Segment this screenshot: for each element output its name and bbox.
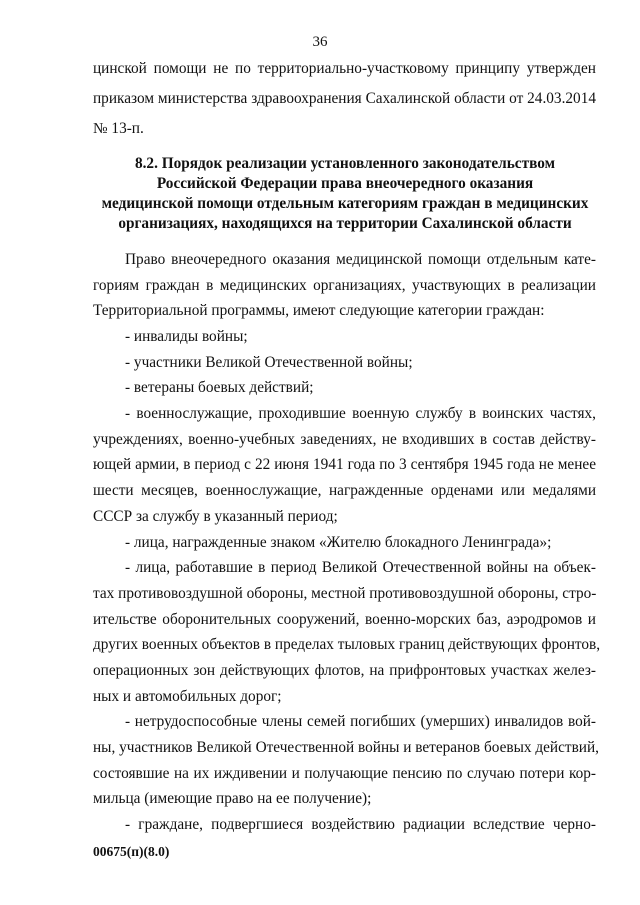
list-item: - участники Великой Отечественной войны; — [125, 354, 413, 371]
section-title-line: организациях, находящихся на территории Сахалинской области — [118, 215, 572, 232]
body-line: других военных объектов в пределах тыловых границ действующих фронтов, — [93, 636, 601, 653]
page-number: 36 — [312, 34, 328, 50]
intro-line: цинской помощи не по территориально-участковому принципу утвержден — [93, 60, 596, 77]
body-line: гориям граждан в медицинских организациях, участвующих в реализации — [93, 277, 596, 294]
list-item: - военнослужащие, проходившие военную службу в воинских частях, — [125, 405, 596, 422]
list-item: - ветераны боевых действий; — [125, 379, 314, 396]
document-code: 00675(п)(8.0) — [93, 844, 170, 859]
list-item: - инвалиды войны; — [125, 328, 248, 345]
list-item: - нетрудоспособные члены семей погибших (умерших) инвалидов вой- — [125, 713, 596, 730]
section-title-line: медицинской помощи отдельным категориям граждан в медицинских — [101, 195, 589, 212]
body-line: Право внеочередного оказания медицинской помощи отдельным кате- — [125, 251, 596, 268]
body-line: ных и автомобильных дорог; — [93, 688, 282, 705]
section-title-line: Российской Федерации права внеочередного оказания — [156, 175, 534, 192]
body-line: СССР за службу в указанный период; — [93, 508, 338, 525]
body-line: ющей армии, в период с 22 июня 1941 года по 3 сентября 1945 года не менее — [93, 456, 596, 473]
list-item: - лица, награжденные знаком «Жителю блокадного Ленинграда»; — [125, 534, 552, 551]
body-line: Территориальной программы, имеют следующие категории граждан: — [93, 302, 545, 319]
body-line: шести месяцев, военнослужащие, награжденные орденами или медалями — [93, 482, 596, 499]
body-line: ны, участников Великой Отечественной войны и ветеранов боевых действий, — [93, 739, 599, 756]
body-line: состоявшие на их иждивении и получающие пенсию по случаю потери кор- — [93, 765, 596, 782]
body-line: учреждениях, военно-учебных заведениях, не входивших в состав действу- — [93, 431, 596, 448]
body-line: ительстве оборонительных сооружений, военно-морских баз, аэродромов и — [93, 611, 596, 628]
body-line: тах противовоздушной обороны, местной противовоздушной обороны, стро- — [93, 585, 597, 602]
intro-line: № 13-п. — [93, 120, 144, 137]
body-line: операционных зон действующих флотов, на прифронтовых участках желез- — [93, 662, 596, 679]
section-title-line: 8.2. Порядок реализации установленного законодательством — [134, 155, 556, 172]
list-item: - лица, работавшие в период Великой Отечественной войны на объек- — [125, 559, 596, 576]
intro-line: приказом министерства здравоохранения Сахалинской области от 24.03.2014 — [93, 90, 596, 107]
list-item: - граждане, подвергшиеся воздействию радиации вследствие черно- — [125, 816, 596, 833]
body-line: мильца (имеющие право на ее получение); — [93, 790, 372, 807]
